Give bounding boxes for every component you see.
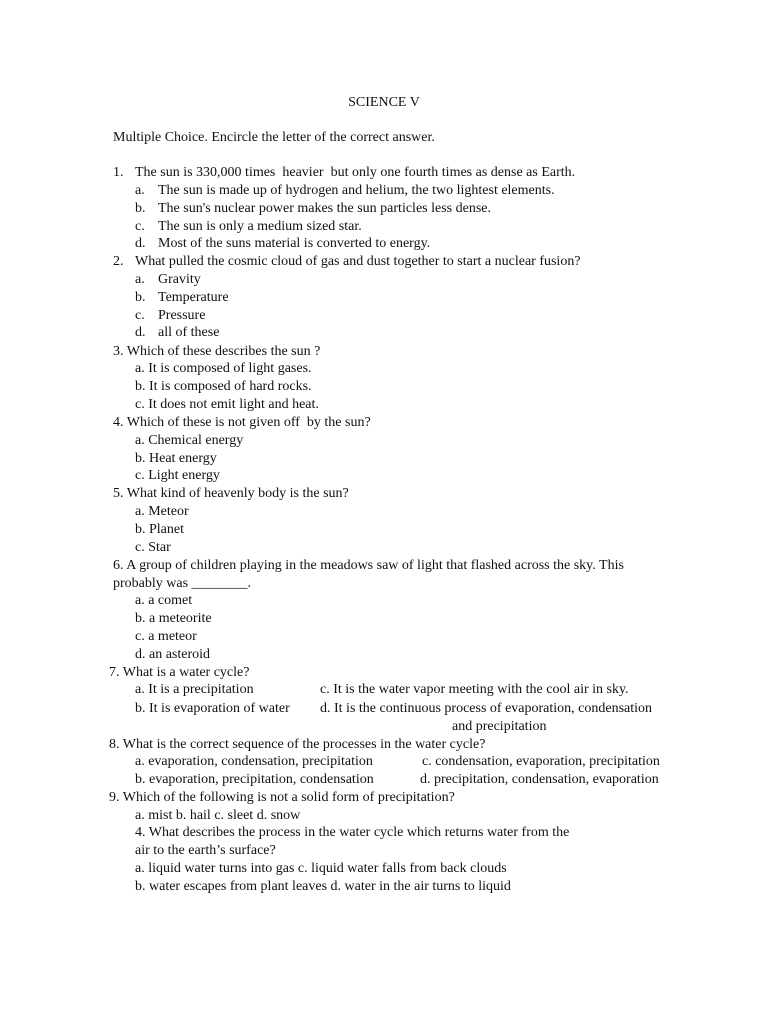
q1-choice-d-text: Most of the suns material is converted to energy. xyxy=(158,236,431,251)
q4-text: 4. Which of these is not given off by the sun? xyxy=(113,415,371,430)
q7-text: 7. What is a water cycle? xyxy=(109,665,250,680)
q1-text: The sun is 330,000 times heavier but only one fourth times as dense as Earth. xyxy=(135,165,576,180)
q8-choice-d: d. precipitation, condensation, evaporation xyxy=(420,772,659,787)
q8-choice-c: c. condensation, evaporation, precipitation xyxy=(422,754,660,769)
q6-line1: 6. A group of children playing in the meadows saw of light that flashed across the sky. This xyxy=(113,558,624,573)
q1-choice-b-text: The sun's nuclear power makes the sun particles less dense. xyxy=(158,201,491,216)
q2-choice-b-letter: b. xyxy=(135,290,146,305)
q2-choice-a-letter: a. xyxy=(135,272,145,287)
q2-choice-d-letter: d. xyxy=(135,325,146,340)
q5-choice-b: b. Planet xyxy=(135,522,184,537)
q1-number: 1. xyxy=(113,165,124,180)
q2-text: What pulled the cosmic cloud of gas and dust together to start a nuclear fusion? xyxy=(135,254,581,269)
q6-choice-c: c. a meteor xyxy=(135,629,197,644)
q8-text: 8. What is the correct sequence of the processes in the water cycle? xyxy=(109,737,486,752)
q2-choice-a-text: Gravity xyxy=(158,272,201,287)
q9-text: 9. Which of the following is not a solid form of precipitation? xyxy=(109,790,455,805)
q10-line2: air to the earth’s surface? xyxy=(135,843,276,858)
q1-choice-c-letter: c. xyxy=(135,219,145,234)
q1-choice-c-text: The sun is only a medium sized star. xyxy=(158,219,362,234)
q10-line1: 4. What describes the process in the water cycle which returns water from the xyxy=(135,825,570,840)
q3-choice-c: c. It does not emit light and heat. xyxy=(135,397,319,412)
q4-choice-a: a. Chemical energy xyxy=(135,433,244,448)
q3-choice-b: b. It is composed of hard rocks. xyxy=(135,379,312,394)
q4-choice-b: b. Heat energy xyxy=(135,451,217,466)
q6-choice-d: d. an asteroid xyxy=(135,647,211,662)
q2-choice-c-text: Pressure xyxy=(158,308,206,323)
q2-choice-d-text: all of these xyxy=(158,325,220,340)
q3-choice-a: a. It is composed of light gases. xyxy=(135,361,312,376)
q6-choice-b: b. a meteorite xyxy=(135,611,212,626)
q5-text: 5. What kind of heavenly body is the sun? xyxy=(113,486,349,501)
page-title: SCIENCE V xyxy=(348,95,420,110)
q7-choice-d-continued: and precipitation xyxy=(452,719,547,734)
q1-choice-d-letter: d. xyxy=(135,236,146,251)
q8-choice-b: b. evaporation, precipitation, condensation xyxy=(135,772,374,787)
q7-choice-a: a. It is a precipitation xyxy=(135,682,254,697)
q10-choices-row1: a. liquid water turns into gas c. liquid water falls from back clouds xyxy=(135,861,507,876)
q2-choice-c-letter: c. xyxy=(135,308,145,323)
q4-choice-c: c. Light energy xyxy=(135,468,220,483)
q9-choices: a. mist b. hail c. sleet d. snow xyxy=(135,808,301,823)
q10-choices-row2: b. water escapes from plant leaves d. water in the air turns to liquid xyxy=(135,879,511,894)
q7-choice-b: b. It is evaporation of water xyxy=(135,701,290,716)
q2-choice-b-text: Temperature xyxy=(158,290,229,305)
q7-choice-d: d. It is the continuous process of evaporation, condensation xyxy=(320,701,653,716)
q3-text: 3. Which of these describes the sun ? xyxy=(113,344,321,359)
q7-choice-c: c. It is the water vapor meeting with the cool air in sky. xyxy=(320,682,629,697)
instructions: Multiple Choice. Encircle the letter of the correct answer. xyxy=(113,130,435,145)
q5-choice-a: a. Meteor xyxy=(135,504,189,519)
q1-choice-b-letter: b. xyxy=(135,201,146,216)
q2-number: 2. xyxy=(113,254,124,269)
q8-choice-a: a. evaporation, condensation, precipitation xyxy=(135,754,373,769)
q6-line2: probably was ________. xyxy=(113,576,252,591)
q5-choice-c: c. Star xyxy=(135,540,171,555)
q6-choice-a: a. a comet xyxy=(135,593,193,608)
q1-choice-a-letter: a. xyxy=(135,183,145,198)
q1-choice-a-text: The sun is made up of hydrogen and helium, the two lightest elements. xyxy=(158,183,555,198)
